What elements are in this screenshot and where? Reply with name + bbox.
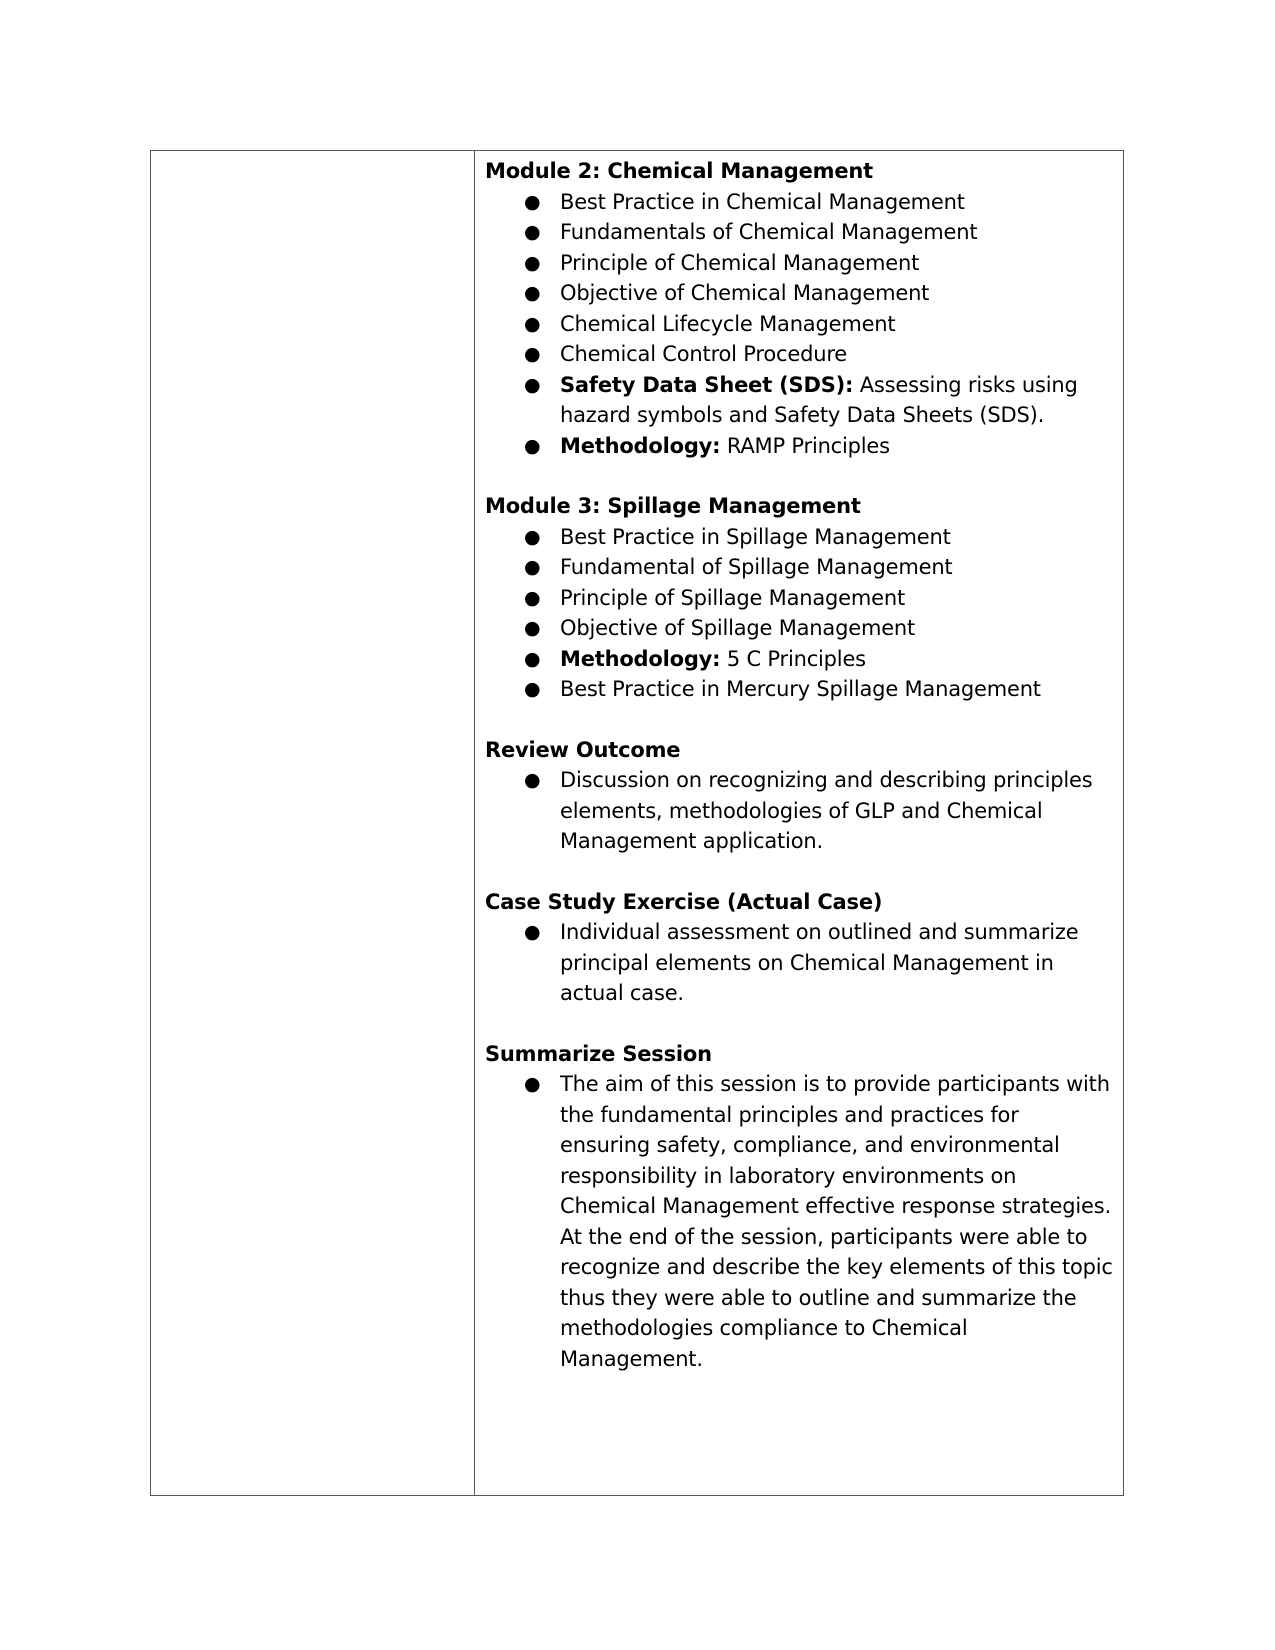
bullet-icon: ● (524, 251, 541, 274)
list-item: ● Principle of Spillage Management (485, 583, 1113, 614)
list-item: ● Individual assessment on outlined and summarize principal elements on Chemical Management in actual case. (485, 917, 1113, 1009)
bullet-icon: ● (524, 373, 541, 396)
list-item: ● Objective of Spillage Management (485, 613, 1113, 644)
bullet-icon: ● (524, 647, 541, 670)
list-item: ● Principle of Chemical Management (485, 248, 1113, 279)
list-item: ● Methodology: 5 C Principles (485, 644, 1113, 675)
section-title: Module 3: Spillage Management (485, 494, 861, 518)
list-item: ● Fundamentals of Chemical Management (485, 217, 1113, 248)
item-bold-label: Methodology: (560, 433, 721, 458)
list-item: ● Fundamental of Spillage Management (485, 552, 1113, 583)
document-table (150, 150, 1124, 1496)
bullet-icon: ● (524, 282, 541, 304)
bullet-list (485, 522, 1113, 705)
section-title: Summarize Session (485, 1041, 712, 1066)
content-cell (475, 151, 1123, 1495)
case-study-section (485, 887, 1113, 1009)
list-item: ● Best Practice in Chemical Management (485, 187, 1113, 218)
bullet-icon: ● (524, 434, 541, 457)
bullet-icon: ● (524, 525, 541, 548)
summarize-session-section (485, 1039, 1113, 1375)
list-item: ● Discussion on recognizing and describing principles elements, methodologies of GLP and Chemical Management application. (485, 765, 1113, 857)
list-item: ● The aim of this session is to provide participants with the fundamental principles and practices for ensuring safety, compliance, and environmental responsibility in laboratory environments on Chemical Management effective response strategies. At the end of the session, participants were able to recognize and describe the key elements of this topic thus they were able to outline and summarize the methodologies compliance to Chemical Management. (485, 1069, 1113, 1374)
bullet-list (485, 917, 1113, 1009)
section-title: Module 2: Chemical Management (485, 159, 873, 183)
bullet-icon: ● (524, 617, 541, 639)
review-outcome-section (485, 735, 1113, 857)
bullet-icon: ● (524, 556, 541, 578)
section-title: Review Outcome (485, 737, 681, 762)
list-item: ● Best Practice in Spillage Management (485, 522, 1113, 553)
bullet-icon: ● (524, 921, 541, 943)
left-empty-cell (151, 151, 475, 1495)
item-bold-label: Methodology: (560, 646, 721, 671)
bullet-list (485, 1069, 1113, 1374)
module-3-section (485, 491, 1113, 705)
list-item: ● Chemical Lifecycle Management (485, 309, 1113, 340)
section-title: Case Study Exercise (Actual Case) (485, 889, 883, 914)
list-item: ● Methodology: RAMP Principles (485, 431, 1113, 462)
bullet-icon: ● (524, 678, 541, 700)
bullet-icon: ● (524, 343, 541, 365)
module-2-section (485, 156, 1113, 461)
list-item: ● Best Practice in Mercury Spillage Management (485, 674, 1113, 705)
list-item: ● Chemical Control Procedure (485, 339, 1113, 370)
bullet-icon: ● (524, 190, 541, 213)
bullet-icon: ● (524, 221, 541, 243)
bullet-icon: ● (524, 312, 541, 335)
item-bold-label: Safety Data Sheet (SDS): (560, 372, 854, 397)
list-item: ● Safety Data Sheet (SDS): Assessing risks using hazard symbols and Safety Data Sheets (SDS). (485, 370, 1113, 431)
bullet-icon: ● (524, 586, 541, 609)
bullet-icon: ● (524, 769, 541, 791)
bullet-list (485, 187, 1113, 462)
list-item: ● Objective of Chemical Management (485, 278, 1113, 309)
bullet-list (485, 765, 1113, 857)
bullet-icon: ● (524, 1073, 541, 1095)
